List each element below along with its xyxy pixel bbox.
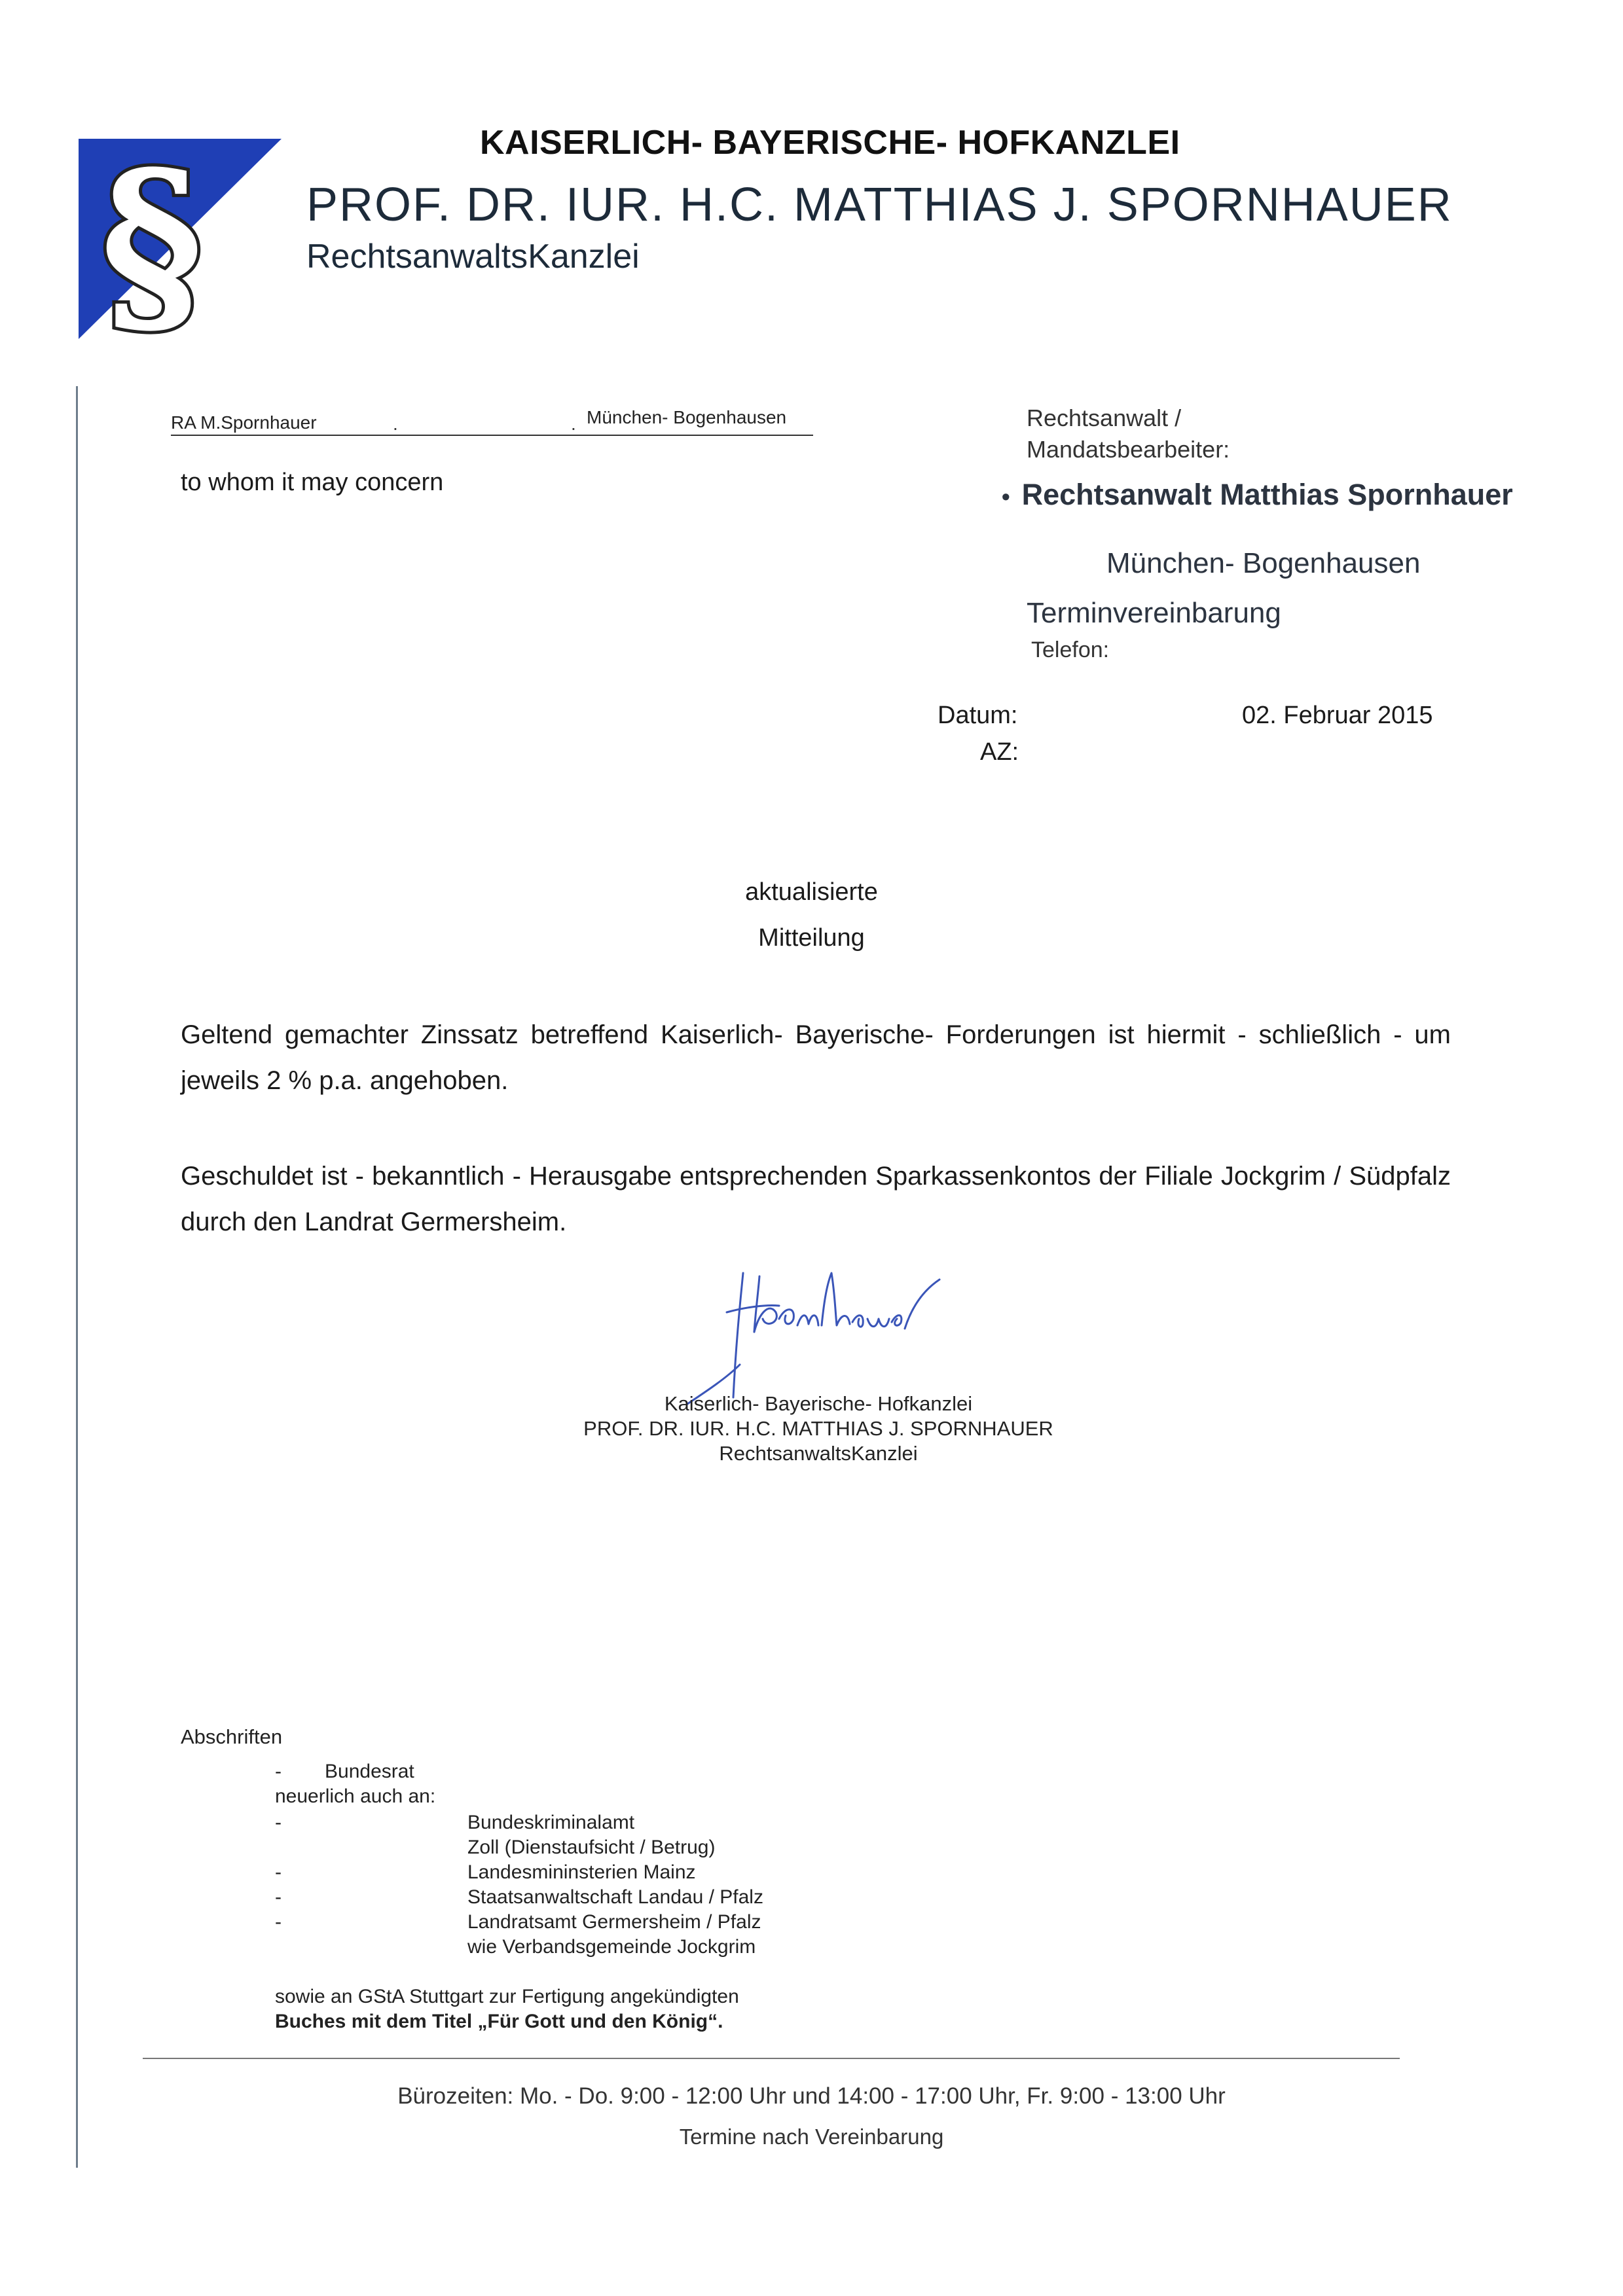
letterhead-subtitle: RechtsanwaltsKanzlei	[306, 238, 640, 276]
copies-title: Abschriften	[181, 1725, 283, 1748]
signature-block	[524, 1391, 1113, 1466]
copies-item: Landesmininsterien Mainz	[467, 1861, 696, 1883]
copies-dash: -	[275, 1761, 282, 1782]
date-value: 02. Februar 2015	[1242, 702, 1433, 729]
date-label: Datum:	[938, 702, 1018, 729]
letterhead-name: PROF. DR. IUR. H.C. MATTHIAS J. SPORNHAUER	[306, 179, 1453, 231]
contact-phone-label: Telefon:	[1031, 637, 1110, 662]
margin-rule	[76, 386, 78, 2168]
copies-closing: sowie an GStA Stuttgart zur Fertigung angekündigten	[275, 1986, 739, 2007]
copies-item-dash: -	[275, 1886, 282, 1908]
sender-separator: .	[571, 414, 576, 434]
copies-item: Staatsanwaltschaft Landau / Pfalz	[467, 1886, 763, 1908]
handwritten-signature	[681, 1266, 943, 1410]
body-paragraph: Geschuldet ist - bekanntlich - Herausgabe entsprechenden Sparkassenkontos der Filiale Jockgrim / Südpfalz durch den Landrat Germersheim.	[181, 1162, 1451, 1236]
copies-closing-title: Buches mit dem Titel „Für Gott und den König“.	[275, 2011, 723, 2032]
copies-first: Bundesrat	[325, 1761, 414, 1782]
appointment-note: Termine nach Vereinbarung	[679, 2125, 944, 2149]
contact-city: München- Bogenhausen	[1106, 547, 1421, 579]
sender-underline	[171, 435, 813, 436]
sender-name: RA M.Spornhauer	[171, 412, 317, 433]
contact-label: Rechtsanwalt /	[1027, 404, 1182, 431]
contact-name: • Rechtsanwalt Matthias Spornhauer	[1002, 478, 1513, 511]
subject-line-1: aktualisierte	[745, 878, 878, 906]
copies-also: neuerlich auch an:	[275, 1785, 436, 1807]
reference-label: AZ:	[980, 738, 1019, 766]
signature-name: PROF. DR. IUR. H.C. MATTHIAS J. SPORNHAUER	[583, 1417, 1053, 1440]
copies-item-dash: -	[275, 1861, 282, 1883]
copies-item: Zoll (Dienstaufsicht / Betrug)	[467, 1837, 716, 1858]
copies-item: wie Verbandsgemeinde Jockgrim	[467, 1936, 756, 1958]
sender-city: München- Bogenhausen	[587, 407, 787, 427]
paragraph-symbol-icon: §	[100, 139, 204, 339]
letterhead-title: KAISERLICH- BAYERISCHE- HOFKANZLEI	[480, 124, 1180, 162]
law-firm-logo	[79, 139, 282, 339]
copies-item-dash: -	[275, 1911, 282, 1933]
recipient: to whom it may concern	[181, 469, 444, 496]
copies-item: Bundeskriminalamt	[467, 1812, 635, 1833]
office-hours: Bürozeiten: Mo. - Do. 9:00 - 12:00 Uhr und 14:00 - 17:00 Uhr, Fr. 9:00 - 13:00 Uhr	[397, 2083, 1226, 2109]
copies-item: Landratsamt Germersheim / Pfalz	[467, 1911, 761, 1933]
body-paragraph: Geltend gemachter Zinssatz betreffend Kaiserlich- Bayerische- Forderungen ist hiermit - schließlich - um jeweils 2 % p.a. angehoben.	[181, 1020, 1451, 1095]
contact-label: Mandatsbearbeiter:	[1027, 436, 1230, 463]
subject-line-2: Mitteilung	[758, 924, 865, 952]
sender-separator: .	[393, 414, 398, 434]
contact-appointment: Terminvereinbarung	[1027, 597, 1281, 629]
bullet-icon: •	[1002, 483, 1010, 511]
footer-divider	[143, 2058, 1400, 2059]
copies-item-dash: -	[275, 1812, 282, 1833]
signature-subtitle: RechtsanwaltsKanzlei	[719, 1442, 918, 1465]
signature-firm: Kaiserlich- Bayerische- Hofkanzlei	[664, 1392, 973, 1415]
